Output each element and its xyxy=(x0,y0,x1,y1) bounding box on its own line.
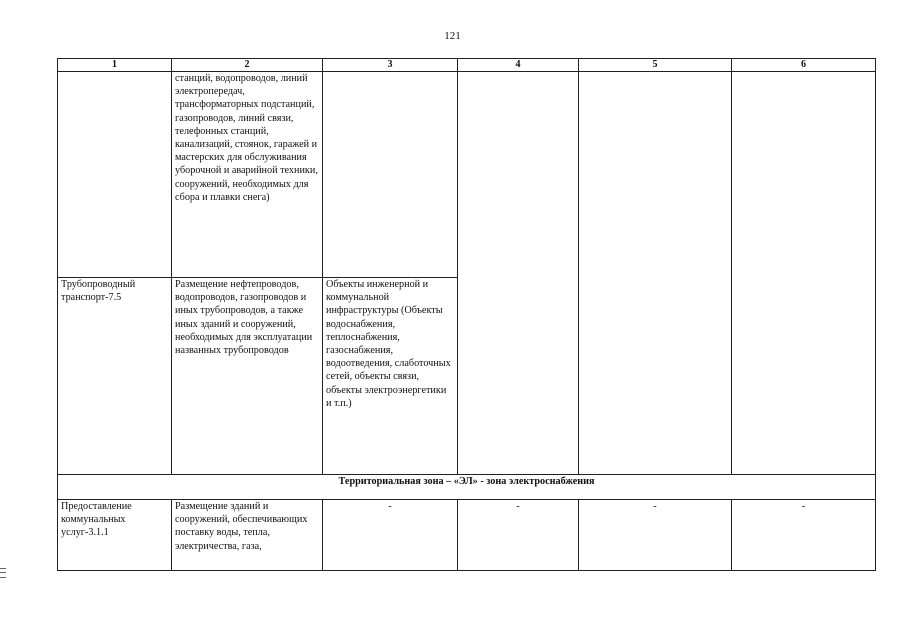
header-col-3: 3 xyxy=(323,59,458,72)
zone-heading-row xyxy=(58,475,876,500)
cell-objects xyxy=(323,72,458,278)
header-col-6: 6 xyxy=(732,59,876,72)
header-col-1: 1 xyxy=(58,59,172,72)
table-row-utilities xyxy=(58,500,876,571)
cell-col4-merged xyxy=(458,72,579,475)
cell-col6-merged xyxy=(732,72,876,475)
cell-use-type: Трубопроводный транспорт-7.5 xyxy=(58,278,172,475)
header-row xyxy=(58,59,876,72)
cell-col3-dash: - xyxy=(323,500,458,571)
cell-col4-dash: - xyxy=(458,500,579,571)
cell-col5-dash: - xyxy=(579,500,732,571)
margin-mark-icon xyxy=(0,568,6,578)
cell-use-type xyxy=(58,72,172,278)
land-use-table xyxy=(57,58,876,571)
header-col-2: 2 xyxy=(172,59,323,72)
cell-use-description: станций, водопроводов, линий электропередач, трансформаторных подстанций, газопроводов, линий связи, телефонных станций, канализаций, стоянок, гаражей и мастерских для обслуживания уборочной и аварийной техники, сооружений, необходимых для сбора и плавки снега) xyxy=(172,72,323,278)
cell-col5-merged xyxy=(579,72,732,475)
page-number: 121 xyxy=(444,30,461,42)
header-col-4: 4 xyxy=(458,59,579,72)
zone-heading: Территориальная зона – «ЭЛ» - зона электроснабжения xyxy=(58,475,876,500)
cell-objects: Объекты инженерной и коммунальной инфраструктуры (Объекты водоснабжения, теплоснабжения, газоснабжения, водоотведения, слаботочных сетей, объекты связи, объекты электроэнергетики и т.п.) xyxy=(323,278,458,475)
table-row-continuation xyxy=(58,72,876,278)
cell-use-description: Размещение зданий и сооружений, обеспечивающих поставку воды, тепла, электричества, газа, xyxy=(172,500,323,571)
cell-use-type: Предоставление коммунальных услуг-3.1.1 xyxy=(58,500,172,571)
header-col-5: 5 xyxy=(579,59,732,72)
cell-use-description: Размещение нефтепроводов, водопроводов, газопроводов и иных трубопроводов, а также иных зданий и сооружений, необходимых для эксплуатации названных трубопроводов xyxy=(172,278,323,475)
cell-col6-dash: - xyxy=(732,500,876,571)
